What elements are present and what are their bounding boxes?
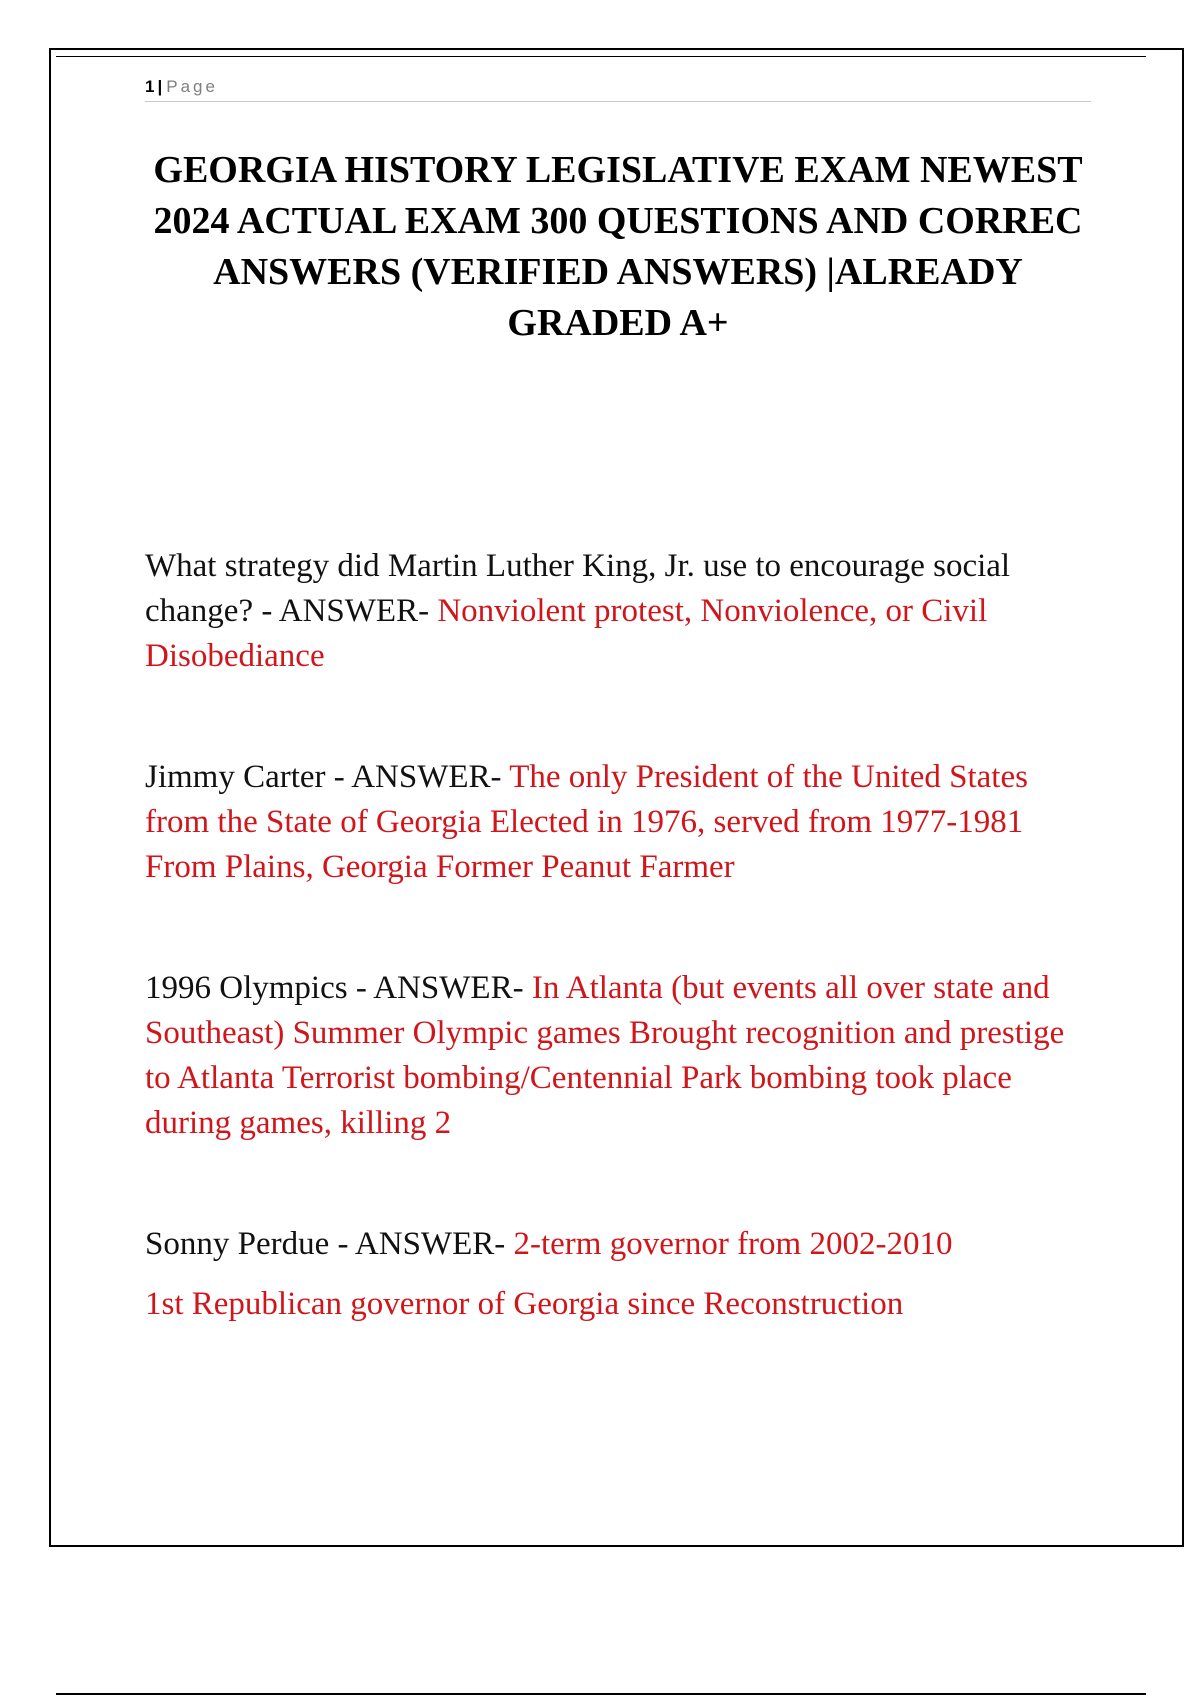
qa-list [145,544,1095,1327]
question-text: 1996 Olympics - ANSWER- [145,970,532,1006]
question-text: Jimmy Carter - ANSWER- [145,759,510,795]
answer-text: In Atlanta (but events all over state and Southeast) Summer Olympic games Brought recognition and prestige to Atlanta Terrorist bombing/Centennial Park bombing took place during games, killing 2 [145,970,1065,1141]
page-header [145,74,1091,102]
answer-text: 2-term governor from 2002-2010 [513,1226,953,1262]
answer-extra-text: 1st Republican governor of Georgia since Reconstruction [145,1286,904,1322]
document-title: GEORGIA HISTORY LEGISLATIVE EXAM NEWEST 2024 ACTUAL EXAM 300 QUESTIONS AND CORREC ANSWERS (VERIFIED ANSWERS) |ALREADY GRADED A+ [153,149,1083,344]
answer-text: The only President of the United States from the State of Georgia Elected in 1976, served from 1977-1981 From Plains, Georgia Former Peanut Farmer [145,759,1028,885]
qa-item [145,966,1095,1146]
qa-item [145,755,1095,890]
bottom-rule [56,1693,1146,1695]
page-label: Page [166,77,218,96]
answer-text: Nonviolent protest, Nonviolence, or Civil Disobediance [145,593,988,674]
question-text: Sonny Perdue - ANSWER- [145,1226,514,1262]
page-number: 1 [145,77,155,96]
qa-item [145,1222,1095,1327]
question-text: What strategy did Martin Luther King, Jr. use to encourage social change? - ANSWER- [145,548,1011,629]
top-rule [56,56,1146,57]
page-separator: | [157,77,163,96]
qa-item [145,544,1095,679]
